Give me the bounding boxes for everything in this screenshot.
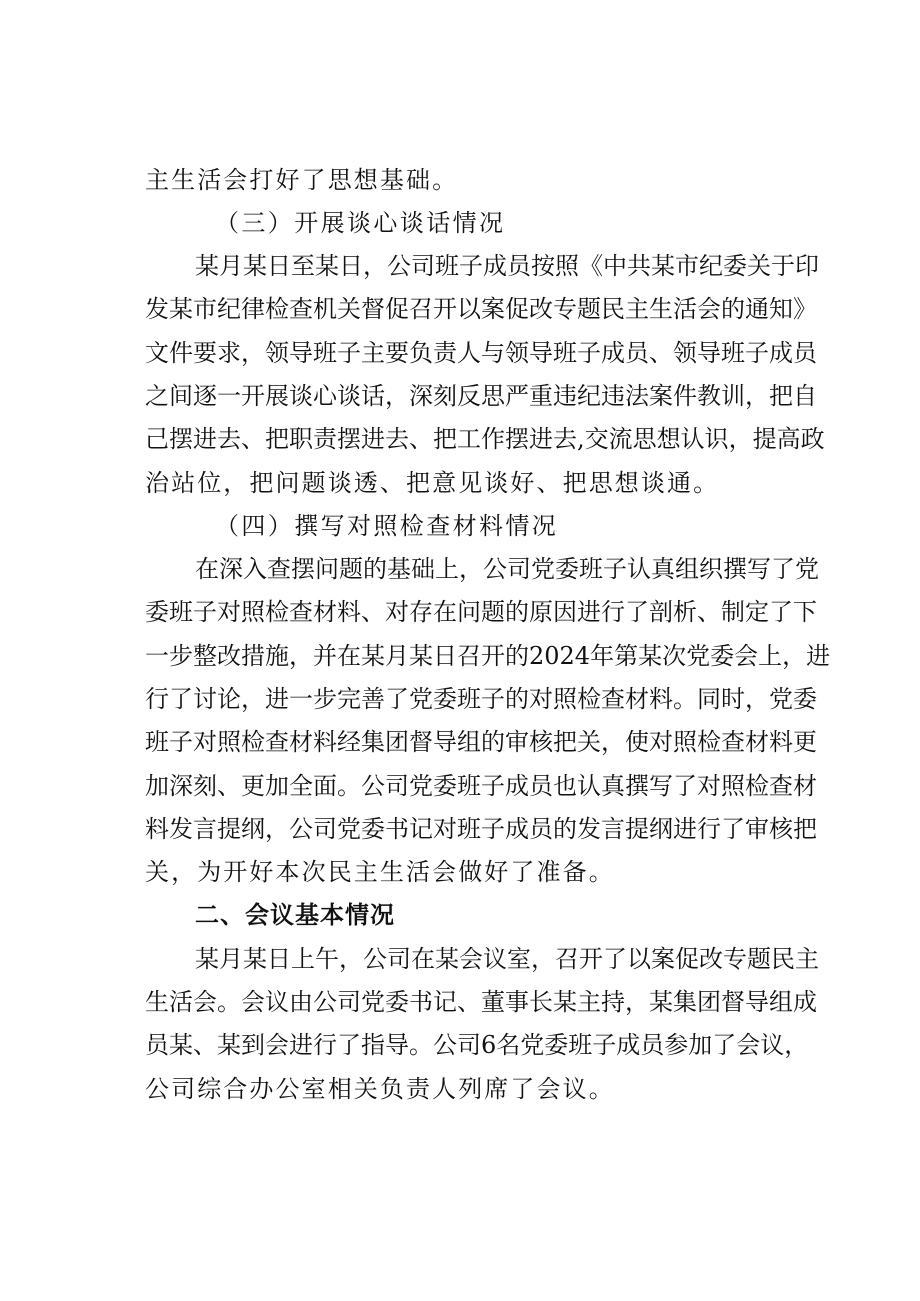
paragraph-line: 料发言提纲，公司党委书记对班子成员的发言提纲进行了审核把	[145, 815, 817, 843]
paragraph-line: 某月某日上午，公司在某会议室，召开了以案促改专题民主	[195, 945, 819, 973]
section-subheading: （四）撰写对照检查材料情况	[215, 512, 559, 540]
paragraph-line: 在深入查摆问题的基础上，公司党委班子认真组织撰写了党	[195, 555, 819, 583]
paragraph-line: 之间逐一开展谈心谈话，深刻反思严重违纪违法案件教训，把自	[145, 382, 817, 410]
paragraph-line: 行了讨论，进一步完善了党委班子的对照检查材料。同时，党委	[145, 685, 817, 713]
paragraph-line: 治站位，把问题谈透、把意见谈好、把思想谈通。	[145, 469, 720, 497]
paragraph-line: 加深刻、更加全面。公司党委班子成员也认真撰写了对照检查材	[145, 772, 817, 800]
paragraph-line: 生活会。会议由公司党委书记、董事长某主持，某集团督导组成	[145, 988, 817, 1016]
paragraph-line: 一步整改措施，并在某月某日召开的2024年第某次党委会上，进	[145, 642, 831, 670]
paragraph-line: 关，为开好本次民主生活会做好了准备。	[145, 858, 615, 886]
paragraph-line: 文件要求，领导班子主要负责人与领导班子成员、领导班子成员	[145, 339, 817, 367]
paragraph-line: 委班子对照检查材料、对存在问题的原因进行了剖析、制定了下	[145, 598, 817, 626]
paragraph-line: 主生活会打好了思想基础。	[145, 166, 459, 194]
paragraph-line: 己摆进去、把职责摆进去、把工作摆进去,交流思想认识，提高政	[145, 425, 825, 453]
paragraph-line: 发某市纪律检查机关督促召开以案促改专题民主生活会的通知》	[145, 295, 817, 323]
paragraph-line: 班子对照检查材料经集团督导组的审核把关，使对照检查材料更	[145, 728, 817, 756]
section-subheading: （三）开展谈心谈话情况	[215, 209, 506, 237]
paragraph-line: 某月某日至某日，公司班子成员按照《中共某市纪委关于印	[195, 252, 819, 280]
paragraph-line: 公司综合办公室相关负责人列席了会议。	[145, 1075, 615, 1103]
paragraph-line: 员某、某到会进行了指导。公司6名党委班子成员参加了会议，	[145, 1031, 809, 1059]
section-heading: 二、会议基本情况	[195, 901, 395, 929]
